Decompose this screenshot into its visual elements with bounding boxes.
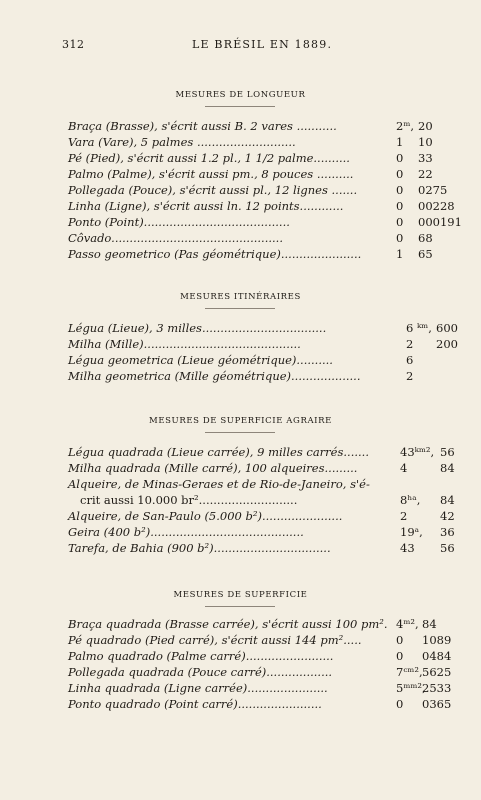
row-value-2: 5625 <box>422 665 452 679</box>
row-value-2: 84 <box>440 493 455 507</box>
table-row <box>68 696 468 712</box>
row-label: Linha (Ligne), s'écrit aussi ln. 12 points............ <box>68 199 344 213</box>
row-label: Milha (Mille)........................................... <box>68 337 301 351</box>
row-value-1: 7ᶜᵐ², <box>396 665 423 679</box>
table-row <box>68 118 468 134</box>
row-value-2: 65 <box>418 247 433 261</box>
row-value-1: 0 <box>396 649 404 663</box>
row-value-2: 36 <box>440 525 455 539</box>
section-rule <box>205 106 275 107</box>
row-label: Braça (Brasse), s'écrit aussi B. 2 vares ........... <box>68 119 337 133</box>
row-label: Palmo quadrado (Palme carré)........................ <box>68 649 334 663</box>
table-row <box>68 444 468 460</box>
row-label: Alqueire, de San-Paulo (5.000 b²)...................... <box>68 509 343 523</box>
table-row <box>68 540 468 556</box>
row-value-2: 00228 <box>418 199 455 213</box>
row-label: crit aussi 10.000 br²........................... <box>80 493 298 507</box>
row-label: Légua (Lieue), 3 milles.................................. <box>68 321 327 335</box>
table-row <box>68 166 468 182</box>
table-row <box>68 680 468 696</box>
row-label: Braça quadrada (Brasse carrée), s'écrit aussi 100 pm². <box>68 617 388 631</box>
section-rule <box>205 606 275 607</box>
page-number: 312 <box>62 38 85 51</box>
row-label: Légua geometrica (Lieue géométrique).......... <box>68 353 333 367</box>
table-row <box>68 460 468 476</box>
table-row <box>68 230 468 246</box>
row-value-2: 22 <box>418 167 433 181</box>
row-value-1: 6 <box>406 353 414 367</box>
row-value-2: 20 <box>418 119 433 133</box>
section-title-superficie: MESURES DE SUPERFICIE <box>173 590 308 600</box>
row-value-2: 33 <box>418 151 433 165</box>
row-value-2: 200 <box>436 337 458 351</box>
table-row <box>68 476 468 492</box>
table-row <box>68 214 468 230</box>
table-row <box>68 352 468 368</box>
row-value-2: 84 <box>440 461 455 475</box>
row-value-2: 0275 <box>418 183 448 197</box>
table-row <box>68 616 468 632</box>
row-value-1: 4 <box>400 461 408 475</box>
section-rule <box>205 432 275 433</box>
row-value-1: 2 <box>406 369 414 383</box>
section-title-itineraires: MESURES ITINÉRAIRES <box>180 292 301 302</box>
row-label: Légua quadrada (Lieue carrée), 9 milles carrés....... <box>68 445 369 459</box>
row-value-1: 2 <box>400 509 408 523</box>
table-row <box>68 150 468 166</box>
row-value-1: 0 <box>396 231 404 245</box>
row-value-1: 6 ᵏᵐ, <box>406 321 432 335</box>
row-label: Pé quadrado (Pied carré), s'écrit aussi 144 pm²..... <box>68 633 362 647</box>
row-label: Geira (400 b²).......................................... <box>68 525 304 539</box>
row-value-1: 5ᵐᵐ², <box>396 681 426 695</box>
table-row <box>68 336 468 352</box>
row-label: Pé (Pied), s'écrit aussi 1.2 pl., 1 1/2 palme.......... <box>68 151 350 165</box>
section-title-longueur: MESURES DE LONGUEUR <box>175 90 306 100</box>
row-value-2: 56 <box>440 445 455 459</box>
section-rule <box>205 308 275 309</box>
table-row <box>68 508 468 524</box>
row-label: Milha quadrada (Mille carré), 100 alqueires......... <box>68 461 358 475</box>
row-label: Palmo (Palme), s'écrit aussi pm., 8 pouces .......... <box>68 167 354 181</box>
row-value-2: 84 <box>422 617 437 631</box>
row-value-2: 1089 <box>422 633 452 647</box>
table-row <box>68 320 468 336</box>
row-value-1: 2 <box>406 337 414 351</box>
row-label: Milha geometrica (Mille géométrique)................... <box>68 369 361 383</box>
table-row <box>68 492 468 508</box>
section-title-superficie-agraire: MESURES DE SUPERFICIE AGRAIRE <box>149 416 332 426</box>
row-value-1: 0 <box>396 215 404 229</box>
row-label: Tarefa, de Bahia (900 b²)................................ <box>68 541 331 555</box>
row-value-1: 2ᵐ, <box>396 119 415 133</box>
row-value-1: 0 <box>396 697 404 711</box>
row-value-2: 68 <box>418 231 433 245</box>
table-row <box>68 648 468 664</box>
table-row <box>68 246 468 262</box>
row-value-1: 0 <box>396 199 404 213</box>
table-row <box>68 182 468 198</box>
running-title: LE BRÉSIL EN 1889. <box>192 38 333 51</box>
row-value-1: 4ᵐ², <box>396 617 419 631</box>
row-label: Pollegada quadrada (Pouce carré).................. <box>68 665 333 679</box>
row-value-1: 1 <box>396 135 404 149</box>
row-value-2: 56 <box>440 541 455 555</box>
row-label: Ponto quadrado (Point carré)....................... <box>68 697 322 711</box>
row-value-2: 42 <box>440 509 455 523</box>
row-value-1: 8ʰᵃ, <box>400 493 421 507</box>
row-value-2: 10 <box>418 135 433 149</box>
row-value-2: 0365 <box>422 697 452 711</box>
table-row <box>68 664 468 680</box>
row-value-2: 0484 <box>422 649 452 663</box>
row-value-1: 0 <box>396 167 404 181</box>
table-row <box>68 134 468 150</box>
table-row <box>68 524 468 540</box>
table-row <box>68 198 468 214</box>
row-value-1: 0 <box>396 183 404 197</box>
table-row <box>68 632 468 648</box>
row-label: Linha quadrada (Ligne carrée)...................... <box>68 681 328 695</box>
table-row <box>68 368 468 384</box>
row-label: Passo geometrico (Pas géométrique)...................... <box>68 247 362 261</box>
row-label: Pollegada (Pouce), s'écrit aussi pl., 12 lignes ....... <box>68 183 358 197</box>
row-value-2: 000191 <box>418 215 462 229</box>
row-value-1: 0 <box>396 151 404 165</box>
row-label: Alqueire, de Minas-Geraes et de Rio-de-Janeiro, s'é- <box>68 477 370 491</box>
row-value-2: 2533 <box>422 681 452 695</box>
row-value-1: 0 <box>396 633 404 647</box>
row-label: Côvado............................................... <box>68 231 283 245</box>
row-value-1: 19ᵃ, <box>400 525 423 539</box>
row-label: Ponto (Point)........................................ <box>68 215 290 229</box>
row-label: Vara (Vare), 5 palmes ........................... <box>68 135 296 149</box>
row-value-1: 43 <box>400 541 415 555</box>
row-value-1: 1 <box>396 247 404 261</box>
row-value-2: 600 <box>436 321 458 335</box>
row-value-1: 43ᵏᵐ², <box>400 445 435 459</box>
